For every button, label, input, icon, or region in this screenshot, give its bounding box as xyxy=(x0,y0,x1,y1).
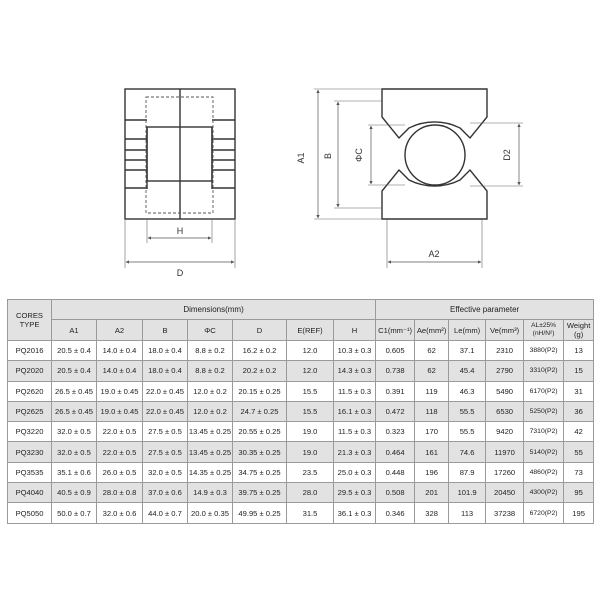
table-cell: 5140(P2) xyxy=(524,442,564,462)
table-cell: 49.95 ± 0.25 xyxy=(233,503,287,523)
col-le: Le(mm) xyxy=(449,320,486,341)
label-h: H xyxy=(176,226,184,236)
table-cell: 11970 xyxy=(486,442,524,462)
table-cell: 0.508 xyxy=(376,483,415,503)
header-effective-parameter: Effective parameter xyxy=(376,300,594,320)
table-cell: 40.5 ± 0.9 xyxy=(52,483,97,503)
col-d: D xyxy=(233,320,287,341)
table-cell: 32.0 ± 0.5 xyxy=(52,442,97,462)
table-cell: 26.5 ± 0.45 xyxy=(52,401,97,421)
table-cell: 15 xyxy=(564,361,594,381)
table-row xyxy=(8,361,594,381)
table-cell: 2790 xyxy=(486,361,524,381)
table-cell: 29.5 ± 0.3 xyxy=(334,483,376,503)
table-row xyxy=(8,341,594,361)
table-cell: 74.6 xyxy=(449,442,486,462)
label-d2: D2 xyxy=(502,149,512,161)
table-cell: 12.0 ± 0.2 xyxy=(188,381,233,401)
table-cell: 19.0 xyxy=(287,442,334,462)
table-cell: 8.8 ± 0.2 xyxy=(188,361,233,381)
table-cell: 5490 xyxy=(486,381,524,401)
table-cell: 119 xyxy=(415,381,449,401)
table-cell: 28.0 xyxy=(287,483,334,503)
header-dimensions: Dimensions(mm) xyxy=(52,300,376,320)
table-cell: 0.391 xyxy=(376,381,415,401)
table-row xyxy=(8,483,594,503)
table-cell: 37238 xyxy=(486,503,524,523)
table-cell: 62 xyxy=(415,361,449,381)
table-cell: 9420 xyxy=(486,422,524,442)
table-cell: 26.5 ± 0.45 xyxy=(52,381,97,401)
table-cell: 3310(P2) xyxy=(524,361,564,381)
col-phi-c: ΦC xyxy=(188,320,233,341)
table-cell: 12.0 xyxy=(287,361,334,381)
col-ae: Ae(mm²) xyxy=(415,320,449,341)
table-cell: 13.45 ± 0.25 xyxy=(188,442,233,462)
col-ve: Ve(mm³) xyxy=(486,320,524,341)
table-cell: 18.0 ± 0.4 xyxy=(143,361,188,381)
table-cell: 15.5 xyxy=(287,401,334,421)
table-cell: 24.7 ± 0.25 xyxy=(233,401,287,421)
table-cell: 32.0 ± 0.6 xyxy=(97,503,143,523)
core-type-cell: PQ2020 xyxy=(8,361,52,381)
table-cell: 8.8 ± 0.2 xyxy=(188,341,233,361)
table-cell: 196 xyxy=(415,462,449,482)
table-cell: 101.9 xyxy=(449,483,486,503)
table-cell: 328 xyxy=(415,503,449,523)
table-cell: 36.1 ± 0.3 xyxy=(334,503,376,523)
core-type-cell: PQ3230 xyxy=(8,442,52,462)
table-cell: 6530 xyxy=(486,401,524,421)
table-cell: 16.1 ± 0.3 xyxy=(334,401,376,421)
table-cell: 19.0 xyxy=(287,422,334,442)
col-al-line1: AL±25% xyxy=(531,322,557,329)
table-cell: 39.75 ± 0.25 xyxy=(233,483,287,503)
table-cell: 11.5 ± 0.3 xyxy=(334,422,376,442)
table-cell: 46.3 xyxy=(449,381,486,401)
col-a2: A2 xyxy=(97,320,143,341)
table-cell: 12.0 ± 0.2 xyxy=(188,401,233,421)
table-cell: 23.5 xyxy=(287,462,334,482)
table-cell: 16.2 ± 0.2 xyxy=(233,341,287,361)
table-row xyxy=(8,381,594,401)
table-cell: 31 xyxy=(564,381,594,401)
table-cell: 13 xyxy=(564,341,594,361)
table-cell: 12.0 xyxy=(287,341,334,361)
table-cell: 161 xyxy=(415,442,449,462)
table-cell: 25.0 ± 0.3 xyxy=(334,462,376,482)
core-type-cell: PQ3535 xyxy=(8,462,52,482)
table-cell: 195 xyxy=(564,503,594,523)
table-cell: 0.472 xyxy=(376,401,415,421)
table-cell: 14.0 ± 0.4 xyxy=(97,361,143,381)
core-type-cell: PQ2625 xyxy=(8,401,52,421)
table-cell: 22.0 ± 0.45 xyxy=(143,401,188,421)
table-row xyxy=(8,503,594,523)
col-weight-line1: Weight xyxy=(566,321,591,330)
table-cell: 35.1 ± 0.6 xyxy=(52,462,97,482)
col-e-ref: E(REF) xyxy=(287,320,334,341)
table-cell: 21.3 ± 0.3 xyxy=(334,442,376,462)
table-cell: 42 xyxy=(564,422,594,442)
table-cell: 30.35 ± 0.25 xyxy=(233,442,287,462)
table-cell: 0.464 xyxy=(376,442,415,462)
table-cell: 0.605 xyxy=(376,341,415,361)
label-d: D xyxy=(176,268,184,278)
table-cell: 20.15 ± 0.25 xyxy=(233,381,287,401)
table-cell: 55.5 xyxy=(449,401,486,421)
table-cell: 62 xyxy=(415,341,449,361)
table-cell: 44.0 ± 0.7 xyxy=(143,503,188,523)
table-cell: 20.5 ± 0.4 xyxy=(52,361,97,381)
table-cell: 22.0 ± 0.5 xyxy=(97,422,143,442)
table-row xyxy=(8,422,594,442)
core-type-cell: PQ2016 xyxy=(8,341,52,361)
table-cell: 0.448 xyxy=(376,462,415,482)
table-cell: 20.0 ± 0.35 xyxy=(188,503,233,523)
table-cell: 17260 xyxy=(486,462,524,482)
table-cell: 4300(P2) xyxy=(524,483,564,503)
table-cell: 118 xyxy=(415,401,449,421)
table-cell: 7310(P2) xyxy=(524,422,564,442)
table-cell: 20.5 ± 0.4 xyxy=(52,341,97,361)
table-cell: 37.1 xyxy=(449,341,486,361)
table-cell: 31.5 xyxy=(287,503,334,523)
table-cell: 95 xyxy=(564,483,594,503)
label-b: B xyxy=(323,152,333,160)
col-c1: C1(mm⁻¹) xyxy=(376,320,415,341)
table-cell: 18.0 ± 0.4 xyxy=(143,341,188,361)
table-row xyxy=(8,401,594,421)
table-cell: 55 xyxy=(564,442,594,462)
header-cores: CORES xyxy=(15,311,43,320)
table-cell: 3880(P2) xyxy=(524,341,564,361)
table-cell: 2310 xyxy=(486,341,524,361)
label-phi-c: ΦC xyxy=(354,148,364,162)
table-cell: 14.0 ± 0.4 xyxy=(97,341,143,361)
header-type: TYPE xyxy=(19,320,40,329)
table-cell: 34.75 ± 0.25 xyxy=(233,462,287,482)
table-cell: 87.9 xyxy=(449,462,486,482)
table-cell: 27.5 ± 0.5 xyxy=(143,442,188,462)
table-cell: 14.35 ± 0.25 xyxy=(188,462,233,482)
table-cell: 11.5 ± 0.3 xyxy=(334,381,376,401)
table-row xyxy=(8,462,594,482)
table-cell: 26.0 ± 0.5 xyxy=(97,462,143,482)
table-cell: 0.738 xyxy=(376,361,415,381)
col-a1: A1 xyxy=(52,320,97,341)
table-cell: 13.45 ± 0.25 xyxy=(188,422,233,442)
table-cell: 22.0 ± 0.45 xyxy=(143,381,188,401)
top-view xyxy=(382,89,487,219)
table-cell: 28.0 ± 0.8 xyxy=(97,483,143,503)
core-type-cell: PQ5050 xyxy=(8,503,52,523)
specs-table xyxy=(7,299,594,524)
table-cell: 6170(P2) xyxy=(524,381,564,401)
table-cell: 32.0 ± 0.5 xyxy=(143,462,188,482)
table-cell: 73 xyxy=(564,462,594,482)
table-cell: 55.5 xyxy=(449,422,486,442)
core-type-cell: PQ2620 xyxy=(8,381,52,401)
core-type-cell: PQ3220 xyxy=(8,422,52,442)
col-al xyxy=(524,320,564,341)
table-cell: 201 xyxy=(415,483,449,503)
table-cell: 10.3 ± 0.3 xyxy=(334,341,376,361)
core-type-cell: PQ4040 xyxy=(8,483,52,503)
table-cell: 14.3 ± 0.3 xyxy=(334,361,376,381)
table-cell: 15.5 xyxy=(287,381,334,401)
table-cell: 170 xyxy=(415,422,449,442)
col-weight-line2: (g) xyxy=(573,330,584,339)
table-cell: 19.0 ± 0.45 xyxy=(97,401,143,421)
side-view xyxy=(125,89,235,219)
table-cell: 20.55 ± 0.25 xyxy=(233,422,287,442)
col-al-line2: (nH/N²) xyxy=(532,330,555,337)
table-cell: 50.0 ± 0.7 xyxy=(52,503,97,523)
table-cell: 36 xyxy=(564,401,594,421)
header-cores-type xyxy=(8,300,52,341)
table-cell: 32.0 ± 0.5 xyxy=(52,422,97,442)
table-cell: 20450 xyxy=(486,483,524,503)
col-weight xyxy=(564,320,594,341)
col-b: B xyxy=(143,320,188,341)
table-cell: 22.0 ± 0.5 xyxy=(97,442,143,462)
table-cell: 27.5 ± 0.5 xyxy=(143,422,188,442)
table-cell: 5250(P2) xyxy=(524,401,564,421)
label-a2: A2 xyxy=(428,249,440,259)
table-cell: 37.0 ± 0.6 xyxy=(143,483,188,503)
col-h: H xyxy=(334,320,376,341)
table-cell: 45.4 xyxy=(449,361,486,381)
table-cell: 6720(P2) xyxy=(524,503,564,523)
table-cell: 20.2 ± 0.2 xyxy=(233,361,287,381)
table-cell: 0.346 xyxy=(376,503,415,523)
table-cell: 4860(P2) xyxy=(524,462,564,482)
table-cell: 14.9 ± 0.3 xyxy=(188,483,233,503)
table-cell: 113 xyxy=(449,503,486,523)
table-row xyxy=(8,442,594,462)
table-cell: 0.323 xyxy=(376,422,415,442)
table-cell: 19.0 ± 0.45 xyxy=(97,381,143,401)
label-a1: A1 xyxy=(296,152,306,164)
